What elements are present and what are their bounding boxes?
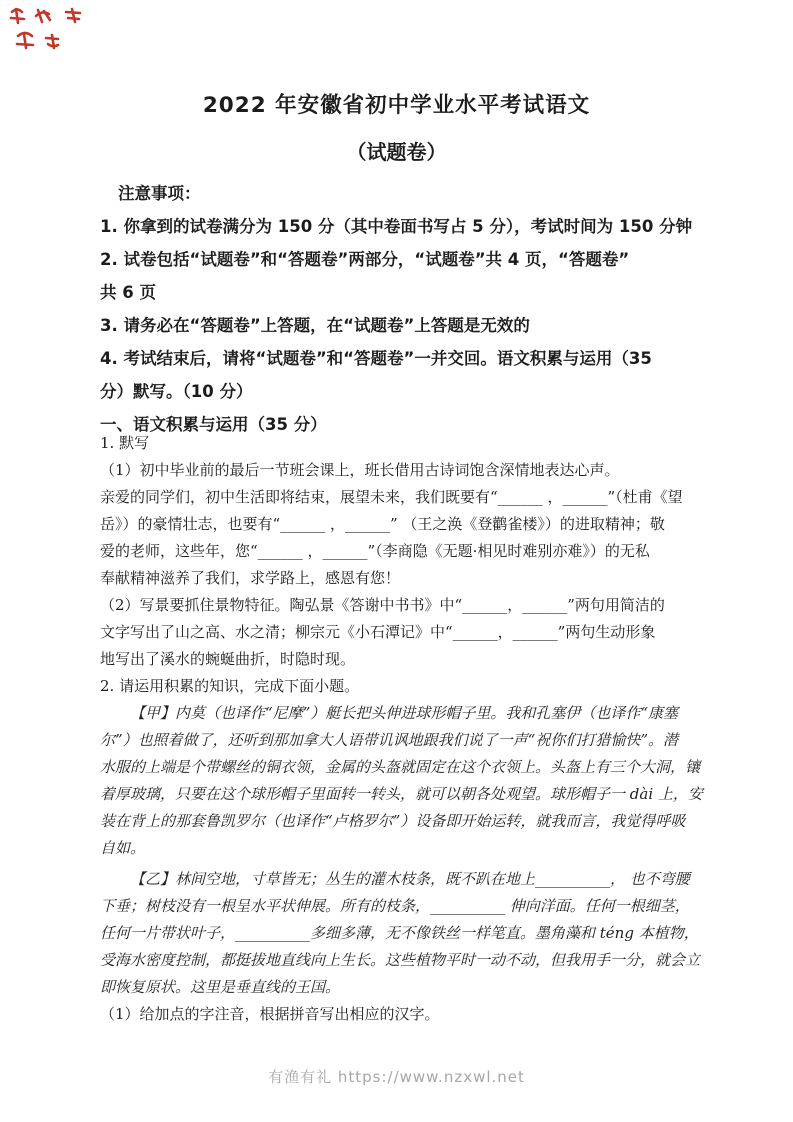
question-2-label: 2. 请运用积累的知识，完成下面小题。	[100, 677, 360, 695]
passage-line: 下垂；树枝没有一根呈水平状伸展。所有的枝条，__________ 伸向洋面。任何一根细茎，	[100, 897, 690, 915]
question-1-label: 1. 默写	[100, 434, 150, 452]
passage-line: 着厚玻璃，只要在这个球形帽子里面转一转头，就可以朝各处观望。球形帽子一 dài 上，安	[100, 785, 703, 803]
notice-line: 1. 你拿到的试卷满分为 150 分（其中卷面书写占 5 分），考试时间为 150 分钟	[100, 217, 693, 236]
notice-line: 3. 请务必在“答题卷”上答题，在“试题卷”上答题是无效的	[100, 316, 530, 335]
paragraph-line: 地写出了溪水的蜿蜒曲折，时隐时现。	[100, 650, 356, 668]
notice-heading: 注意事项：	[118, 184, 201, 203]
passage-line: 装在背上的那套鲁凯罗尔（也译作“卢格罗尔”）设备即开始运转，就我而言，我觉得呼吸	[100, 812, 686, 830]
question-2-sub1: （1）给加点的字注音，根据拼音写出相应的汉字。	[100, 1005, 440, 1023]
notice-line: 4. 考试结束后，请将“试题卷”和“答题卷”一并交回。语文积累与运用（35	[100, 349, 652, 368]
passage-line: 尔”）也照着做了，还听到那加拿大人语带讥讽地跟我们说了一声“祝你们打猎愉快”。潜	[100, 731, 679, 749]
section-heading: 一、语文积累与运用（35 分）	[100, 415, 327, 434]
red-ink-marks-icon	[8, 6, 96, 58]
paragraph-line: 亲爱的同学们，初中生活即将结束，展望未来，我们既要有“______ ，______”（杜甫《望	[100, 488, 683, 506]
passage-line: 自如。	[100, 839, 146, 857]
exam-title: 2022 年安徽省初中学业水平考试语文	[202, 93, 591, 118]
passage-jia	[100, 700, 703, 862]
notice-line: 共 6 页	[100, 283, 156, 302]
exam-subtitle: （试题卷）	[346, 140, 447, 164]
passage-yi	[100, 866, 700, 1001]
paragraph-line: 岳》）的豪情壮志，也要有“______ ，______” （王之涣《登鹳雀楼》）的进取精神；敬	[100, 515, 665, 533]
passage-line: 【乙】林间空地，寸草皆无；丛生的灌木枝条，既不趴在地上__________， 也不弯腰	[130, 870, 690, 888]
paragraph-line: 爱的老师，这些年，您“______ ，______”（李商隐《无题·相见时难别亦难》）的无私	[100, 542, 650, 560]
paragraph-line: 文字写出了山之高、水之清；柳宗元《小石潭记》中“______，______”两句生动形象	[100, 623, 656, 641]
notice-line: 2. 试卷包括“试题卷”和“答题卷”两部分，“试题卷”共 4 页，“答题卷”	[100, 250, 630, 269]
passage-line: 任何一片带状叶子，__________多细多薄，无不像铁丝一样笔直。墨角藻和 téng 本植物，	[100, 924, 699, 942]
paragraph-line: （2）写景要抓住景物特征。陶弘景《答谢中书书》中“______，______”两句用简洁的	[100, 596, 665, 614]
question-body	[100, 430, 703, 1028]
paragraph-line: （1）初中毕业前的最后一节班会课上，班长借用古诗词饱含深情地表达心声。	[100, 461, 620, 479]
passage-line: 【甲】内莫（也译作“尼摩”）艇长把头伸进球形帽子里。我和孔塞伊（也译作“康塞	[130, 704, 679, 722]
passage-line: 受海水密度控制，都挺拔地直线向上生长。这些植物平时一动不动，但我用手一分，就会立	[100, 951, 701, 969]
notice-line: 分）默写。（10 分）	[100, 382, 253, 401]
footer-watermark: 有渔有礼 https://www.nzxwl.net	[268, 1068, 525, 1086]
notice-block	[100, 177, 700, 441]
paragraph-line: 奉献精神滋养了我们，求学路上，感恩有您！	[100, 569, 401, 587]
red-ink-stamp	[8, 6, 96, 58]
passage-line: 水服的上端是个带螺丝的铜衣领，金属的头盔就固定在这个衣领上。头盔上有三个大洞，镶	[100, 758, 701, 776]
passage-line: 即恢复原状。这里是垂直线的王国。	[100, 978, 341, 996]
